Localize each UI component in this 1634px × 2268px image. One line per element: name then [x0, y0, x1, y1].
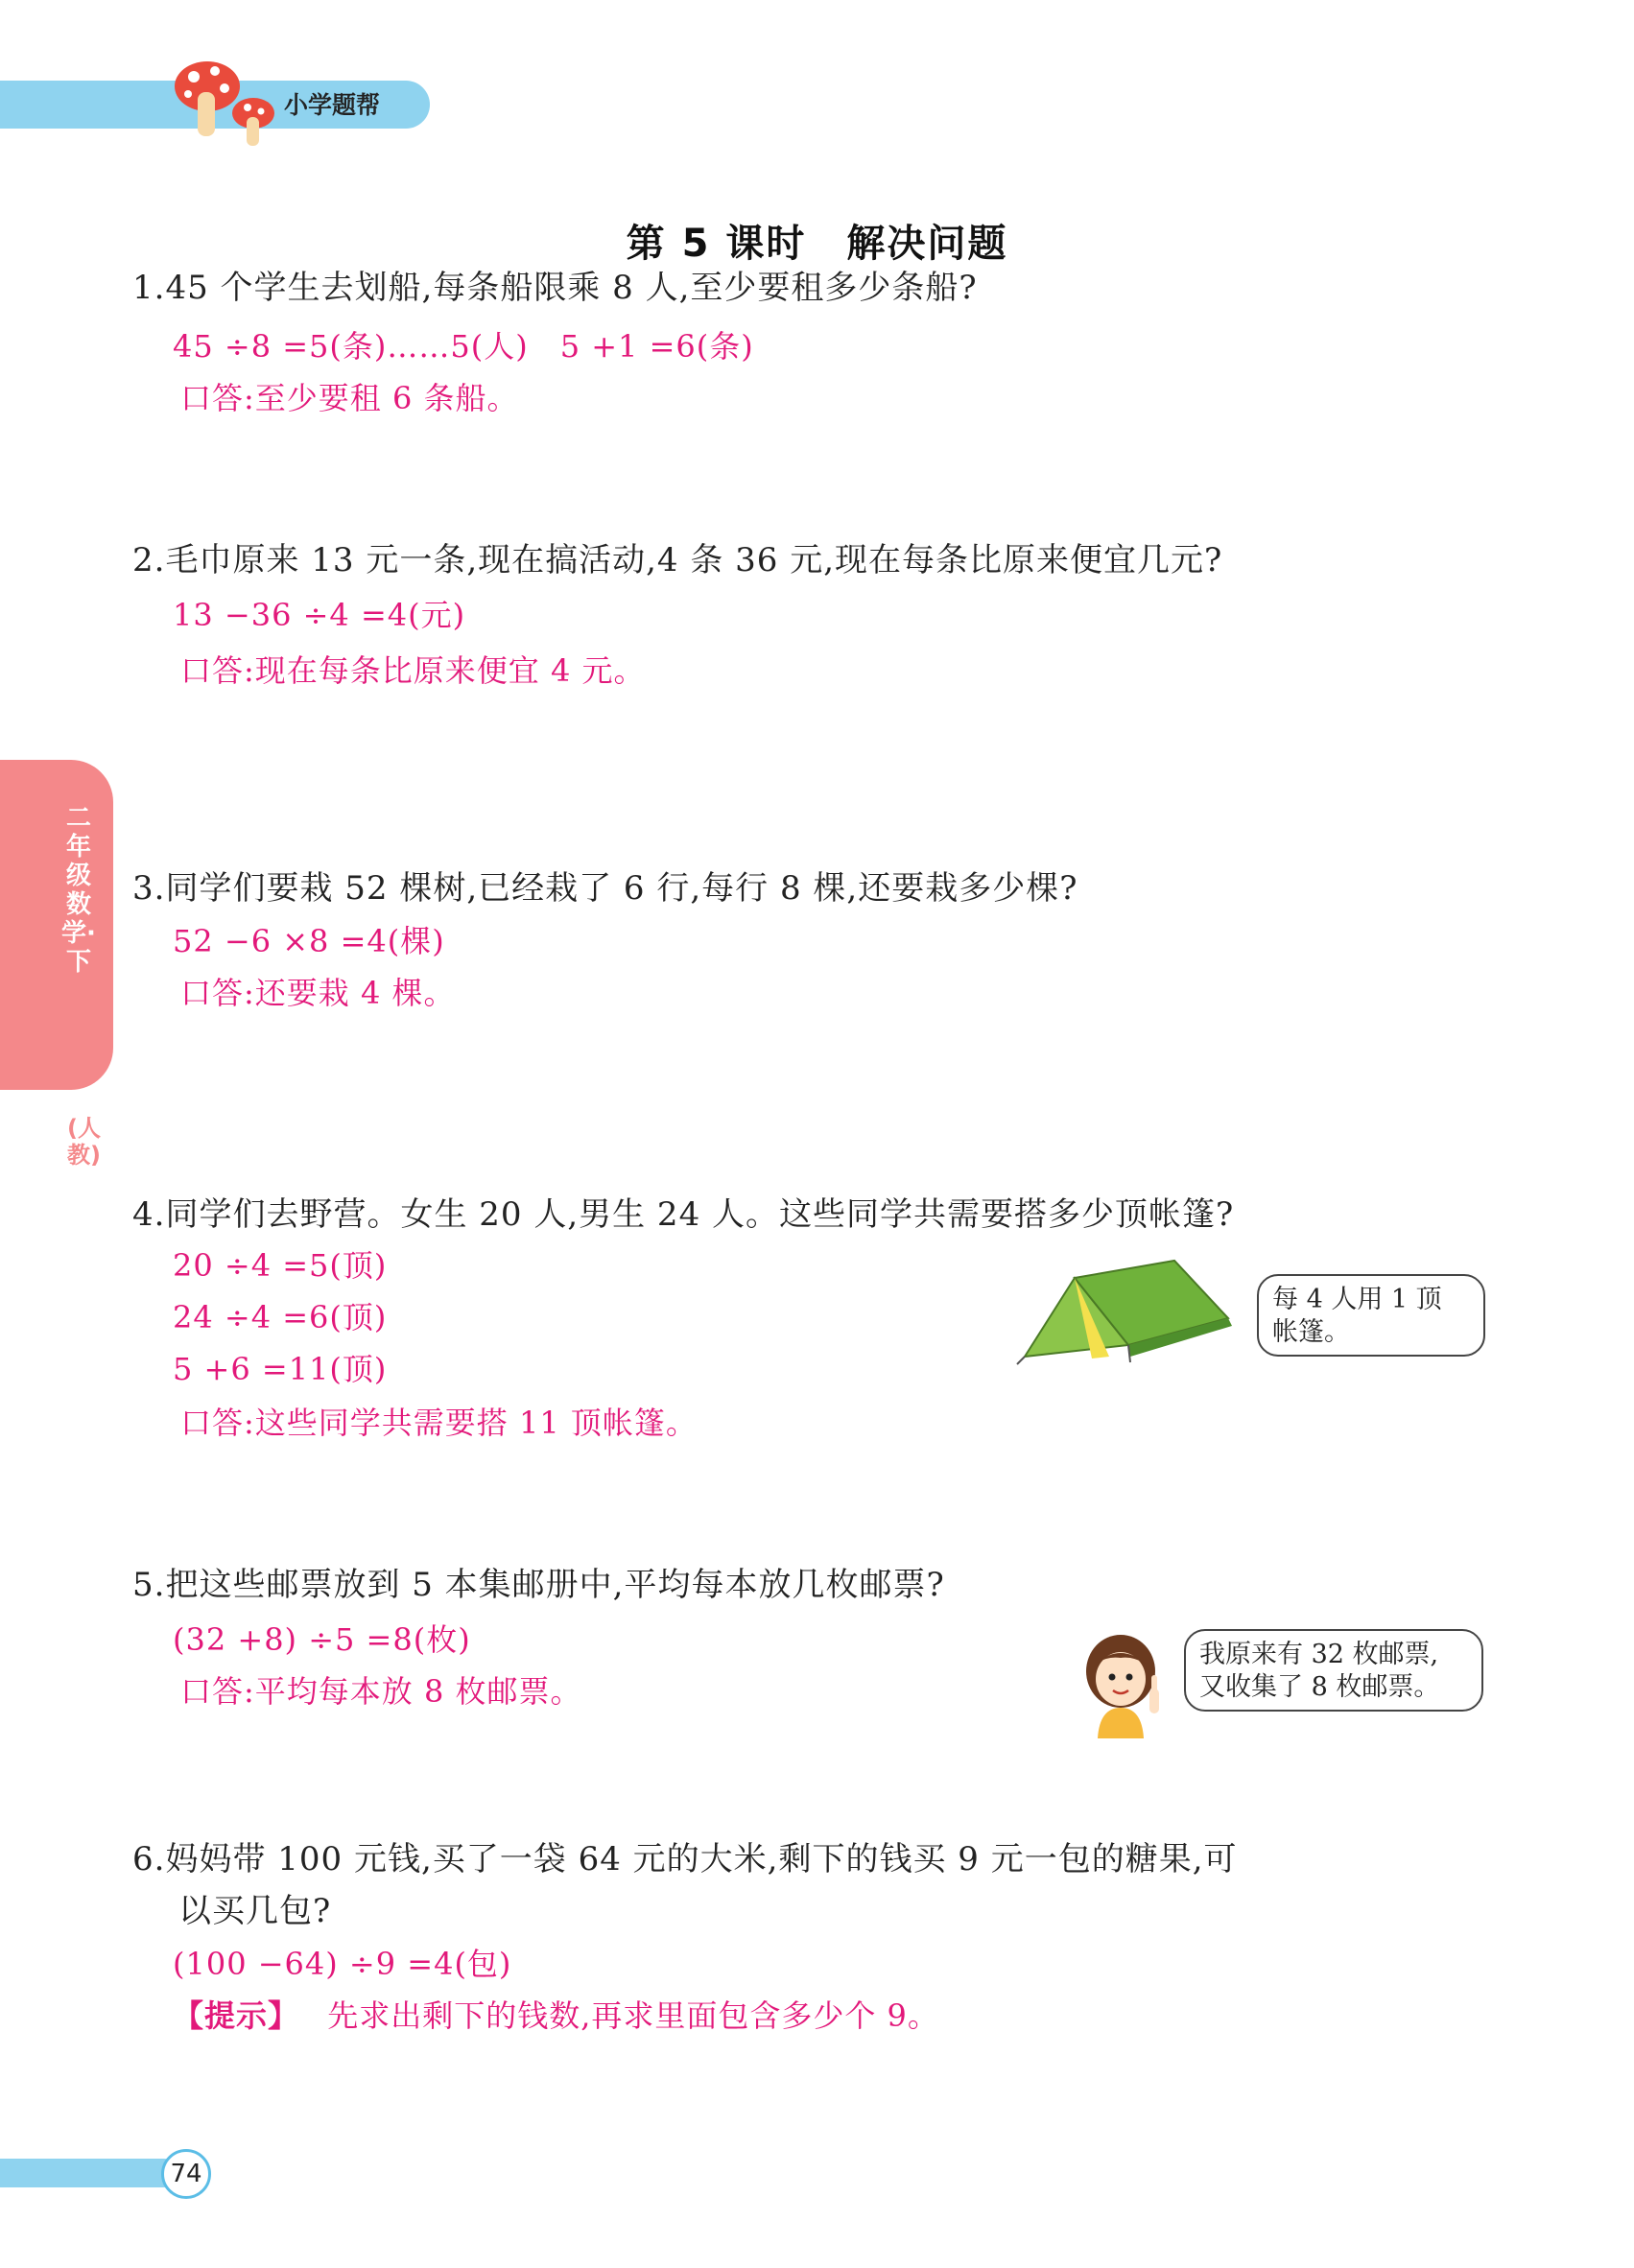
mushroom-logo-icon	[161, 54, 286, 150]
tent-speech-bubble	[1257, 1274, 1485, 1357]
brand-name: 小学题帮	[284, 91, 381, 119]
problem-5-answer-line: (32 +8) ÷5 =8(枚)	[173, 1621, 471, 1658]
problem-5-question: 5.把这些邮票放到 5 本集邮册中,平均每本放几枚邮票?	[132, 1566, 945, 1604]
edition-label: (人教)	[67, 1115, 101, 1169]
bubble-line: 帐篷。	[1272, 1317, 1350, 1347]
problem-6-question-line: 以买几包?	[178, 1892, 332, 1930]
stamp-speech-bubble	[1184, 1629, 1483, 1712]
grade-text: 二年级数学·下	[61, 804, 96, 977]
problem-4-answer-line: 5 +6 =11(顶)	[173, 1351, 388, 1387]
problem-6-question-line: 6.妈妈带 100 元钱,买了一袋 64 元的大米,剩下的钱买 9 元一包的糖果,可	[132, 1840, 1238, 1878]
problem-3-answer-line: 口答:还要栽 4 棵。	[180, 975, 456, 1011]
problem-2-answer-line: 口答:现在每条比原来便宜 4 元。	[180, 652, 646, 689]
problem-1-question: 1.45 个学生去划船,每条船限乘 8 人,至少要租多少条船?	[132, 269, 978, 307]
problem-4-answer-line: 口答:这些同学共需要搭 11 顶帐篷。	[180, 1405, 698, 1441]
grade-label	[59, 804, 98, 977]
tent-illustration-icon	[1015, 1251, 1242, 1376]
problem-1-answer-line: 口答:至少要租 6 条船。	[180, 380, 519, 416]
problem-6-hint	[173, 1996, 939, 2036]
problem-2-question: 2.毛巾原来 13 元一条,现在搞活动,4 条 36 元,现在每条比原来便宜几元?	[132, 541, 1223, 579]
problem-3-question: 3.同学们要栽 52 棵树,已经栽了 6 行,每行 8 棵,还要栽多少棵?	[132, 869, 1078, 908]
problem-4-answer-line: 20 ÷4 =5(顶)	[173, 1247, 388, 1284]
bubble-line: 又收集了 8 枚邮票。	[1199, 1672, 1440, 1702]
footer-bar	[0, 2159, 178, 2187]
problem-4-question: 4.同学们去野营。女生 20 人,男生 24 人。这些同学共需要搭多少顶帐篷?	[132, 1195, 1235, 1234]
page-number: 74	[161, 2149, 211, 2199]
problem-1-answer-line: 45 ÷8 =5(条)……5(人) 5 +1 =6(条)	[173, 328, 754, 365]
problem-2-answer-line: 13 −36 ÷4 =4(元)	[173, 597, 466, 633]
bubble-line: 每 4 人用 1 顶	[1272, 1285, 1442, 1314]
bubble-line: 我原来有 32 枚邮票,	[1199, 1640, 1439, 1669]
girl-illustration-icon	[1073, 1631, 1184, 1738]
problem-5-answer-line: 口答:平均每本放 8 枚邮票。	[180, 1673, 582, 1710]
problem-6-answer-line: (100 −64) ÷9 =4(包)	[173, 1946, 512, 1982]
lesson-title: 第 5 课时 解决问题	[626, 222, 1008, 266]
problem-3-answer-line: 52 −6 ×8 =4(棵)	[173, 923, 445, 959]
hint-label: 【提示】	[173, 1997, 300, 2034]
problem-4-answer-line: 24 ÷4 =6(顶)	[173, 1299, 388, 1335]
hint-text: 先求出剩下的钱数,再求里面包含多少个 9。	[327, 1997, 939, 2034]
